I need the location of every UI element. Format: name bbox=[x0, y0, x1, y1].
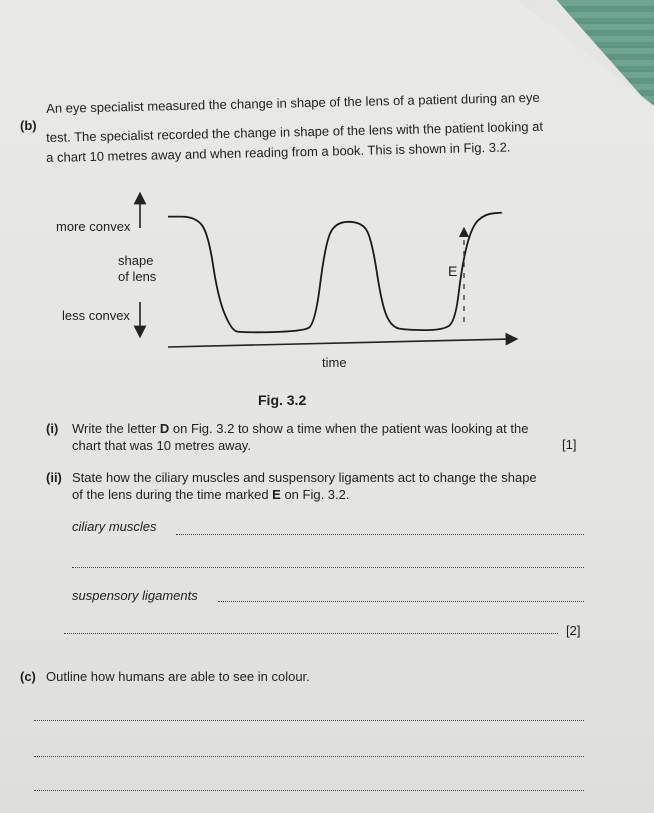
part-i-letter-d: D bbox=[159, 421, 170, 436]
x-axis-label: time bbox=[322, 355, 347, 370]
section-c-label: (c) bbox=[20, 669, 36, 684]
part-i-marks: [1] bbox=[562, 437, 577, 452]
section-b-line-2: test. The specialist recorded the change in shape of the lens with the patient looking at bbox=[46, 118, 544, 145]
marker-e-label: E bbox=[448, 263, 458, 279]
ciliary-answer-line-1[interactable] bbox=[176, 534, 584, 535]
section-c-question: Outline how humans are able to see in colour. bbox=[46, 669, 310, 684]
figure-caption: Fig. 3.2 bbox=[258, 392, 307, 408]
suspensory-answer-line-2[interactable] bbox=[64, 633, 558, 634]
colour-answer-line-2[interactable] bbox=[34, 756, 584, 757]
y-mid-label-2: of lens bbox=[118, 269, 157, 284]
y-top-label: more convex bbox=[56, 219, 131, 234]
ciliary-answer-line-2[interactable] bbox=[72, 567, 584, 568]
part-ii-marks: [2] bbox=[566, 623, 581, 638]
part-ii-label: (ii) bbox=[46, 470, 62, 485]
suspensory-answer-line-1[interactable] bbox=[218, 601, 584, 602]
x-axis bbox=[168, 339, 512, 347]
part-i-label: (i) bbox=[46, 421, 59, 436]
part-ii-text-pre: of the lens during the time marked bbox=[72, 487, 273, 502]
part-i-text-post: on Fig. 3.2 to show a time when the patient was looking at the bbox=[169, 421, 529, 436]
ciliary-muscles-label: ciliary muscles bbox=[72, 519, 157, 534]
section-b-line-3: a chart 10 metres away and when reading from a book. This is shown in Fig. 3.2. bbox=[46, 139, 511, 165]
colour-answer-line-1[interactable] bbox=[34, 720, 584, 721]
y-bottom-label: less convex bbox=[62, 308, 130, 323]
y-mid-label-1: shape bbox=[118, 253, 154, 268]
section-b-line-1: An eye specialist measured the change in shape of the lens of a patient during an eye bbox=[46, 89, 540, 116]
colour-answer-line-3[interactable] bbox=[34, 790, 584, 791]
section-b-label: (b) bbox=[20, 118, 37, 133]
part-ii-letter-e: E bbox=[272, 487, 281, 502]
part-i-line-2: chart that was 10 metres away. bbox=[72, 438, 251, 453]
part-ii-text-post: on Fig. 3.2. bbox=[280, 487, 350, 502]
part-ii-line-1: State how the ciliary muscles and suspensory ligaments act to change the shape bbox=[72, 470, 537, 485]
part-ii-line-2 bbox=[72, 487, 350, 503]
part-i-text-pre: Write the letter bbox=[72, 421, 160, 436]
suspensory-ligaments-label: suspensory ligaments bbox=[72, 588, 198, 603]
part-i-line-1 bbox=[72, 421, 528, 437]
